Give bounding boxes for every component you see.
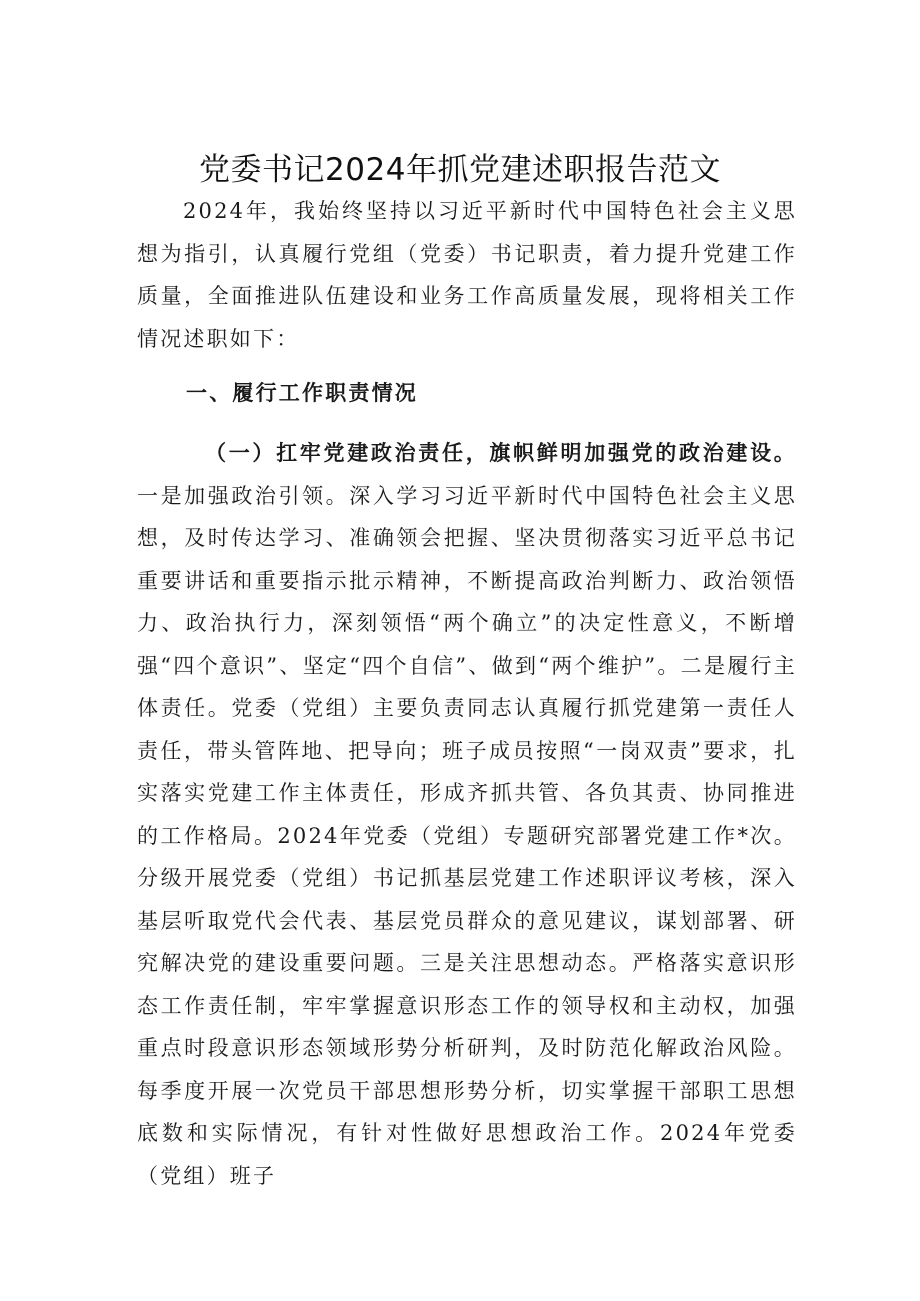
document-title: 党委书记2024年抓党建述职报告范文 <box>199 152 721 188</box>
section-heading-1: 一、履行工作职责情况 <box>186 380 418 405</box>
intro-paragraph: 2024年，我始终坚持以习近平新时代中国特色社会主义思想为指引，认真履行党组（党委）书记职责，着力提升党建工作质量，全面推进队伍建设和业务工作高质量发展，现将相关工作情况述职如下： <box>137 199 797 351</box>
section-1-paragraph <box>137 432 797 1197</box>
section-1-lead: （一）扛牢党建政治责任，旗帜鲜明加强党的政治建设。 <box>205 440 797 465</box>
section-1-body: 一是加强政治引领。深入学习习近平新时代中国特色社会主义思想，及时传达学习、准确领会把握、坚决贯彻落实习近平总书记重要讲话和重要指示批示精神，不断提高政治判断力、政治领悟力、政治执行力，深刻领悟“两个确立”的决定性意义，不断增强“四个意识”、坚定“四个自信”、做到“两个维护”。二是履行主体责任。党委（党组）主要负责同志认真履行抓党建第一责任人责任，带头管阵地、把导向；班子成员按照“一岗双责”要求，扎实落实党建工作主体责任，形成齐抓共管、各负其责、协同推进的工作格局。2024年党委（党组）专题研究部署党建工作*次。分级开展党委（党组）书记抓基层党建工作述职评议考核，深入基层听取党代会代表、基层党员群众的意见建议，谋划部署、研究解决党的建设重要问题。三是关注思想动态。严格落实意识形态工作责任制，牢牢掌握意识形态工作的领导权和主动权，加强重点时段意识形态领域形势分析研判，及时防范化解政治风险。每季度开展一次党员干部思想形势分析，切实掌握干部职工思想底数和实际情况，有针对性做好思想政治工作。2024年党委（党组）班子 <box>137 483 797 1188</box>
